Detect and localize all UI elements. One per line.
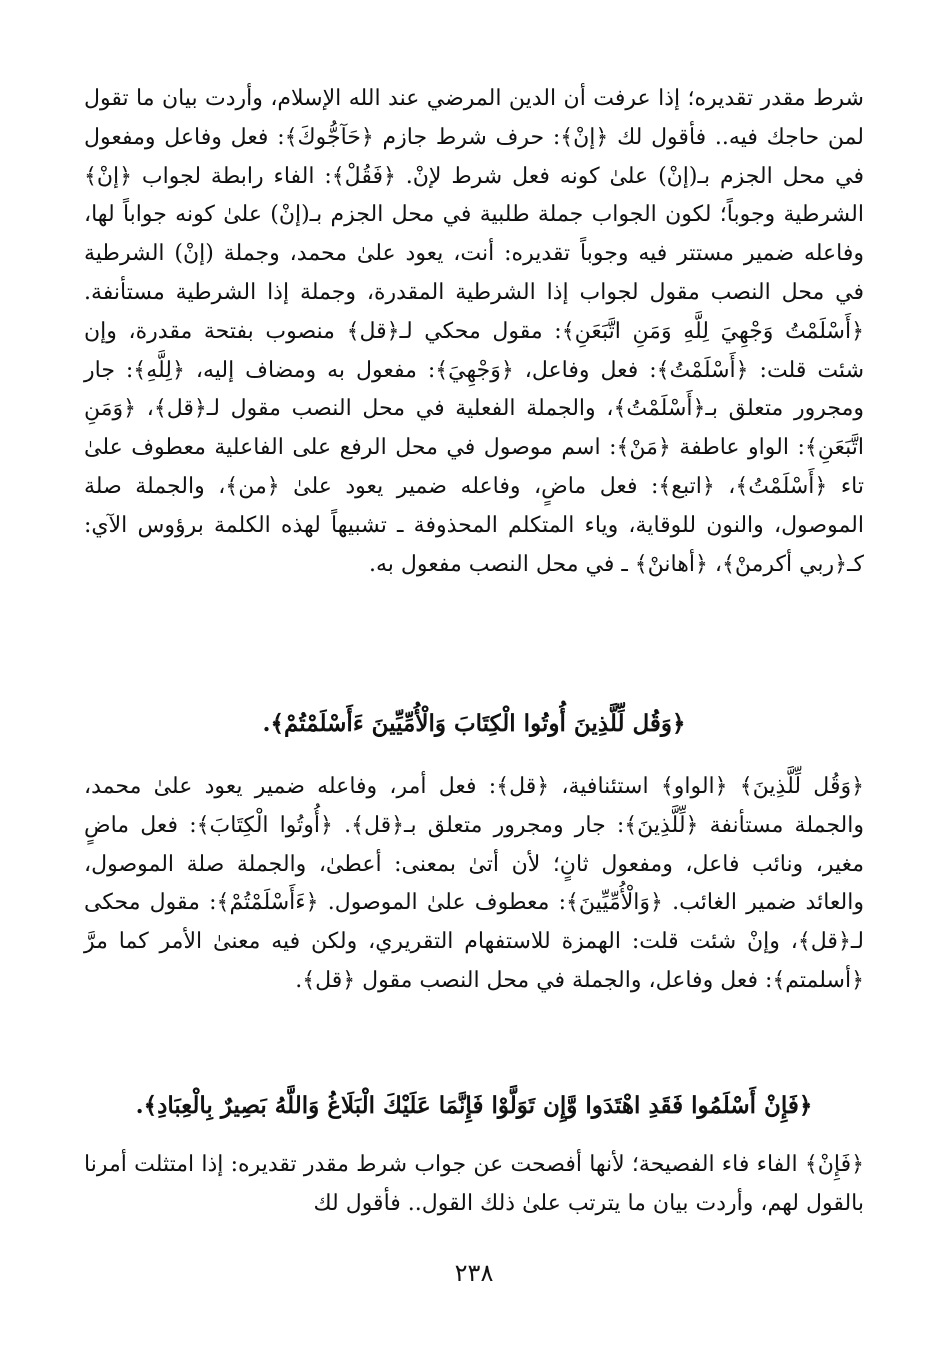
page-number: ٢٣٨ xyxy=(454,1259,494,1287)
paragraph-text: ﴿فَإِنْ﴾ الفاء فاء الفصيحة؛ لأنها أفصحت عن جواب شرط مقدر تقديره: إذا امتثلت أمرنا بالقول لهم، وأردت بيان ما يترتب علىٰ ذلك القول.. فأقول لك xyxy=(84,1152,864,1216)
commentary-paragraph-3 xyxy=(84,1146,864,1224)
commentary-paragraph-2 xyxy=(84,768,864,1001)
commentary-paragraph-1 xyxy=(84,80,864,584)
quran-verse-1: ﴿وَقُل لِّلَّذِينَ أُوتُوا الْكِتَابَ وَالْأُمِّيِّينَ ءَأَسْلَمْتُمْ﴾. xyxy=(262,710,686,737)
quran-verse-2: ﴿فَإِنْ أَسْلَمُوا فَقَدِ اهْتَدَوا وَّإِن تَوَلَّوْا فَإِنَّمَا عَلَيْكَ الْبَلَاغُ وَاللَّهُ بَصِيرٌ بِالْعِبَادِ﴾. xyxy=(135,1092,813,1119)
paragraph-text: ﴿وَقُل لِّلَّذِينَ﴾ ﴿الواو﴾ استئنافية، ﴿قل﴾: فعل أمر، وفاعله ضمير يعود علىٰ محمد، والجملة مستأنفة ﴿لِّلَّذِينَ﴾: جار ومجرور متعلق بـ﴿قل﴾. ﴿أُوتُوا الْكِتَابَ﴾: فعل ماضٍ مغير، ونائب فاعل، ومفعول ثانٍ؛ لأن أتىٰ بمعنى: أعطىٰ، والجملة صلة الموصول، والعائد ضمير الغائب. ﴿وَالْأُمِّيِّينَ﴾: معطوف علىٰ الموصول. ﴿ءَأَسْلَمْتُمْ﴾: مقول محكى لـ﴿قل﴾، وإنْ شئت قلت: الهمزة للاستفهام التقريري، ولكن فيه معنىٰ الأمر كما مرَّ ﴿أسلمتم﴾: فعل وفاعل، والجملة في محل النصب مقول ﴿قل﴾. xyxy=(84,774,864,993)
paragraph-text: شرط مقدر تقديره؛ إذا عرفت أن الدين المرضي عند الله الإسلام، وأردت بيان ما تقول لمن حاجك فيه.. فأقول لك ﴿إنْ﴾: حرف شرط جازم ﴿حَآجُّوكَ﴾: فعل وفاعل ومفعول في محل الجزم بـ(إنْ) علىٰ كونه فعل شرط لإنْ. ﴿فَقُلْ﴾: الفاء رابطة لجواب ﴿إنْ﴾ الشرطية وجوباً؛ لكون الجواب جملة طلبية في محل الجزم بـ(إنْ) علىٰ كونه جواباً لها، وفاعله ضمير مستتر فيه وجوباً تقديره: أنت، يعود علىٰ محمد، وجملة (إنْ) الشرطية في محل النصب مقول لجواب إذا الشرطية المقدرة، وجملة إذا الشرطية مستأنفة. ﴿أَسْلَمْتُ وَجْهِيَ لِلَّهِ وَمَنِ اتَّبَعَنِ﴾: مقول محكي لـ﴿قل﴾ منصوب بفتحة مقدرة، وإن شئت قلت: ﴿أَسْلَمْتُ﴾: فعل وفاعل، ﴿وَجْهِيَ﴾: مفعول به ومضاف إليه، ﴿لِلَّهِ﴾: جار ومجرور متعلق بـ﴿أَسْلَمْتُ﴾، والجملة الفعلية في محل النصب مقول لـ﴿قل﴾، ﴿وَمَنِ اتَّبَعَنِ﴾: الواو عاطفة ﴿مَنْ﴾: اسم موصول في محل الرفع على الفاعلية معطوف علىٰ تاء ﴿أَسْلَمْتُ﴾، ﴿اتبع﴾: فعل ماضٍ، وفاعله ضمير يعود علىٰ ﴿من﴾، والجملة صلة الموصول، والنون للوقاية، وياء المتكلم المحذوفة ـ تشبيهاً لهذه الكلمة برؤوس الآي: كـ﴿ربي أكرمنْ﴾، ﴿أهاننْ﴾ ـ في محل النصب مفعول به. xyxy=(84,86,864,577)
